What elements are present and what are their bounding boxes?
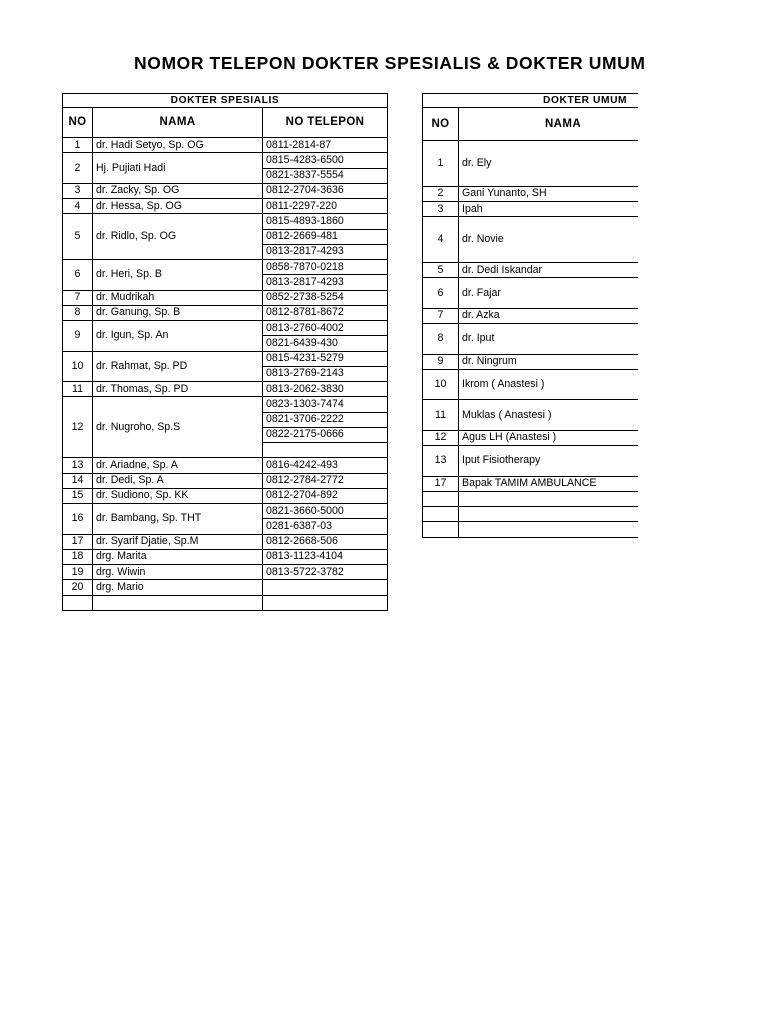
row-nama: Ikrom ( Anastesi ): [459, 369, 639, 400]
row-telepon: 0821-3706-2222: [263, 412, 388, 427]
row-no: 5: [423, 263, 459, 278]
row-nama: dr. Hessa, Sp. OG: [93, 199, 263, 214]
row-telepon: 0813-2769-2143: [263, 366, 388, 381]
table-row: [423, 507, 639, 522]
table-row: [423, 263, 639, 278]
table-row: [63, 214, 388, 229]
row-no: 11: [63, 382, 93, 397]
row-nama: dr. Thomas, Sp. PD: [93, 382, 263, 397]
row-telepon: 0813-1123-4104: [263, 549, 388, 564]
row-nama: dr. Azka: [459, 308, 639, 323]
row-no: 4: [423, 217, 459, 263]
row-nama: dr. Igun, Sp. An: [93, 321, 263, 352]
table-row: [423, 476, 639, 491]
col-nama-header: NAMA: [93, 108, 263, 138]
row-no: 3: [423, 202, 459, 217]
row-telepon: 0821-3660-5000: [263, 504, 388, 519]
row-no: [423, 507, 459, 522]
spesialis-table-wrapper: [62, 93, 392, 623]
spesialis-header: DOKTER SPESIALIS: [63, 94, 388, 108]
table-row: [423, 324, 639, 355]
col-no-header: NO: [63, 108, 93, 138]
row-nama: drg. Mario: [93, 580, 263, 595]
row-nama: [459, 491, 639, 506]
row-telepon: 0822-2175-0666: [263, 427, 388, 442]
row-telepon: 0812-2668-506: [263, 534, 388, 549]
row-no: 12: [423, 430, 459, 445]
row-no: 5: [63, 214, 93, 260]
row-telepon: 0816-4242-493: [263, 458, 388, 473]
row-no: 3: [63, 183, 93, 198]
row-telepon: 0812-2704-3636: [263, 183, 388, 198]
row-nama: Bapak TAMIM AMBULANCE: [459, 476, 639, 491]
row-telepon: 0815-4231-5279: [263, 351, 388, 366]
row-nama: dr. Dedi, Sp. A: [93, 473, 263, 488]
row-no: 16: [63, 504, 93, 535]
umum-table: [422, 93, 638, 538]
row-no: 2: [423, 186, 459, 201]
row-no: 11: [423, 400, 459, 431]
row-no: 8: [63, 305, 93, 320]
row-nama: Ipah: [459, 202, 639, 217]
row-telepon: 0811-2814-87: [263, 138, 388, 153]
table-row: [63, 153, 388, 168]
col-telepon-header: NO TELEPON: [263, 108, 388, 138]
row-nama: dr. Ariadne, Sp. A: [93, 458, 263, 473]
table-row: [63, 488, 388, 503]
row-nama: dr. Dedi Iskandar: [459, 263, 639, 278]
row-no: 4: [63, 199, 93, 214]
table-row: [423, 141, 639, 187]
row-no: [63, 595, 93, 610]
row-no: 10: [423, 369, 459, 400]
row-telepon: 0813-2817-4293: [263, 275, 388, 290]
row-telepon: 0821-3837-5554: [263, 168, 388, 183]
row-nama: [459, 507, 639, 522]
row-nama: dr. Syarif Djatie, Sp.M: [93, 534, 263, 549]
row-nama: dr. Ely: [459, 141, 639, 187]
row-no: 7: [423, 308, 459, 323]
row-telepon: 0858-7870-0218: [263, 260, 388, 275]
row-no: 10: [63, 351, 93, 382]
row-no: 19: [63, 565, 93, 580]
row-telepon: [263, 580, 388, 595]
table-row: [63, 183, 388, 198]
row-nama: dr. Hadi Setyo, Sp. OG: [93, 138, 263, 153]
row-nama: dr. Mudrikah: [93, 290, 263, 305]
row-nama: dr. Bambang, Sp. THT: [93, 504, 263, 535]
row-telepon: 0812-8781-8672: [263, 305, 388, 320]
table-row: [423, 186, 639, 201]
row-no: 12: [63, 397, 93, 458]
table-row: [63, 351, 388, 366]
row-nama: dr. Ridlo, Sp. OG: [93, 214, 263, 260]
row-nama: dr. Novie: [459, 217, 639, 263]
col-nama-header: NAMA: [459, 108, 639, 141]
row-no: 17: [63, 534, 93, 549]
row-no: 17: [423, 476, 459, 491]
spesialis-table: [62, 93, 388, 611]
table-row: [63, 290, 388, 305]
umum-table-wrapper: [422, 93, 638, 553]
table-row: [423, 202, 639, 217]
table-row: [63, 504, 388, 519]
table-row: [423, 217, 639, 263]
row-telepon: [263, 595, 388, 610]
row-nama: Iput Fisiotherapy: [459, 446, 639, 477]
row-nama: dr. Ganung, Sp. B: [93, 305, 263, 320]
table-row: [63, 321, 388, 336]
row-telepon: 0811-2297-220: [263, 199, 388, 214]
row-no: [423, 491, 459, 506]
table-row: [423, 491, 639, 506]
row-no: 8: [423, 324, 459, 355]
row-nama: drg. Wiwin: [93, 565, 263, 580]
table-row: [63, 565, 388, 580]
row-no: 13: [423, 446, 459, 477]
table-row: [63, 458, 388, 473]
table-row: [63, 534, 388, 549]
table-row: [63, 595, 388, 610]
row-nama: [459, 522, 639, 537]
row-telepon: 0813-5722-3782: [263, 565, 388, 580]
row-telepon: 0823-1303-7474: [263, 397, 388, 412]
row-telepon: 0813-2062-3830: [263, 382, 388, 397]
row-nama: dr. Nugroho, Sp.S: [93, 397, 263, 458]
row-no: 6: [423, 278, 459, 309]
row-nama: Muklas ( Anastesi ): [459, 400, 639, 431]
table-row: [63, 199, 388, 214]
table-row: [423, 400, 639, 431]
row-nama: [93, 595, 263, 610]
table-row: [63, 305, 388, 320]
table-row: [423, 522, 639, 537]
row-no: 9: [423, 354, 459, 369]
row-nama: Gani Yunanto, SH: [459, 186, 639, 201]
row-no: 7: [63, 290, 93, 305]
table-row: [63, 138, 388, 153]
table-row: [423, 430, 639, 445]
row-no: 15: [63, 488, 93, 503]
row-no: 20: [63, 580, 93, 595]
row-nama: dr. Sudiono, Sp. KK: [93, 488, 263, 503]
row-telepon: 0813-2760-4002: [263, 321, 388, 336]
row-no: 13: [63, 458, 93, 473]
row-no: 2: [63, 153, 93, 184]
col-no-header: NO: [423, 108, 459, 141]
table-row: [423, 446, 639, 477]
row-nama: Hj. Pujiati Hadi: [93, 153, 263, 184]
table-row: [423, 278, 639, 309]
row-no: 18: [63, 549, 93, 564]
row-no: [423, 522, 459, 537]
row-no: 6: [63, 260, 93, 291]
table-row: [423, 369, 639, 400]
row-nama: dr. Ningrum: [459, 354, 639, 369]
table-row: [63, 382, 388, 397]
table-row: [63, 473, 388, 488]
row-no: 1: [423, 141, 459, 187]
row-telepon: 0812-2784-2772: [263, 473, 388, 488]
row-nama: Agus LH (Anastesi ): [459, 430, 639, 445]
table-row: [63, 260, 388, 275]
row-telepon: 0281-6387-03: [263, 519, 388, 534]
row-nama: drg. Marita: [93, 549, 263, 564]
umum-header: DOKTER UMUM: [423, 94, 639, 108]
row-nama: dr. Fajar: [459, 278, 639, 309]
row-telepon: 0813-2817-4293: [263, 244, 388, 259]
row-telepon: 0821-6439-430: [263, 336, 388, 351]
row-telepon: 0812-2669-481: [263, 229, 388, 244]
table-row: [63, 397, 388, 412]
page-title: NOMOR TELEPON DOKTER SPESIALIS & DOKTER UMUM: [134, 53, 646, 73]
row-telepon: 0812-2704-892: [263, 488, 388, 503]
table-row: [63, 580, 388, 595]
row-nama: dr. Iput: [459, 324, 639, 355]
row-telepon: 0815-4283-6500: [263, 153, 388, 168]
row-nama: dr. Heri, Sp. B: [93, 260, 263, 291]
row-nama: dr. Rahmat, Sp. PD: [93, 351, 263, 382]
row-no: 9: [63, 321, 93, 352]
row-telepon: 0852-2738-5254: [263, 290, 388, 305]
table-row: [423, 354, 639, 369]
row-no: 14: [63, 473, 93, 488]
row-no: 1: [63, 138, 93, 153]
table-row: [63, 549, 388, 564]
table-row: [423, 308, 639, 323]
row-nama: dr. Zacky, Sp. OG: [93, 183, 263, 198]
row-telepon: [263, 443, 388, 458]
row-telepon: 0815-4893-1860: [263, 214, 388, 229]
